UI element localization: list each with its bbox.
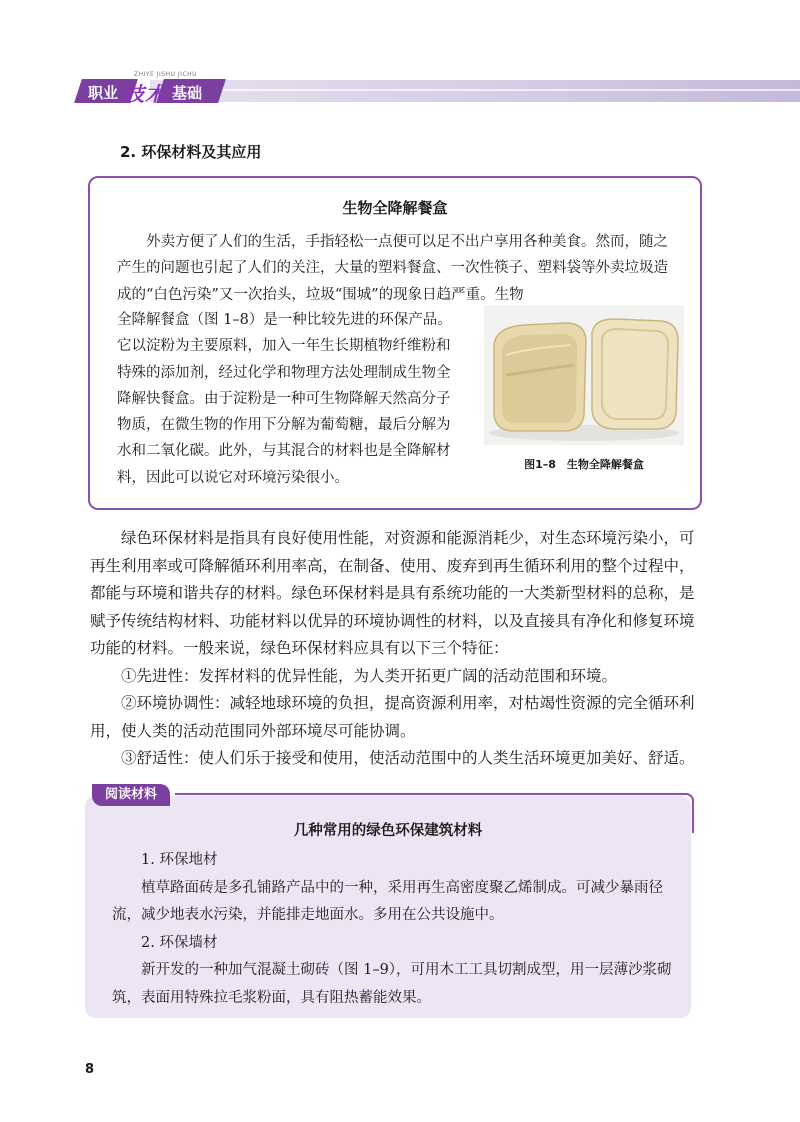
lunch-box-photo [484, 305, 684, 445]
feature-item-3: ③舒适性：使人们乐于接受和使用，使活动范围中的人类生活环境更加美好、舒适。 [121, 749, 695, 767]
main-body [90, 525, 706, 773]
header-label-right: 基础 [172, 84, 203, 102]
case-paragraph-full [117, 229, 677, 308]
reading-box-border-top [175, 793, 687, 795]
body-paragraph: 绿色环保材料是指具有良好使用性能，对资源和能源消耗少，对生态环境污染小，可再生利用率或可降解循环利用率高，在制备、使用、废弃到再生循环利用的整个过程中，都能与环境和谐共存的材料。绿色环保材料是具有系统功能的一大类新型材料的总称，是赋予传统结构材料、功能材料以优异的环境协调性的材料，以及直接具有净化和修复环境功能的材料。一般来说，绿色环保材料应具有以下三个特征： [90, 529, 695, 657]
lid-shape [592, 319, 678, 429]
reading-content [112, 847, 672, 1013]
header-label-left: 职业 [88, 84, 119, 102]
header-label-middle: 技术 [124, 82, 166, 106]
figure-caption: 图1–8 生物全降解餐盒 [524, 458, 644, 471]
page-number: 8 [85, 1062, 95, 1077]
header-pinyin: ZHIYE JISHU JICHU [134, 71, 198, 78]
section-title: 2. 环保材料及其应用 [120, 143, 262, 161]
case-paragraph-narrow: 全降解餐盒（图 1–8）是一种比较先进的环保产品。它以淀粉为主要原料，加入一年生长期植物纤维粉和特殊的添加剂，经过化学和物理方法处理制成生物全降解快餐盒。由于淀粉是一种可生物降解天然高分子物质，在微生物的作用下分解为葡萄糖，最后分解为水和二氧化碳。此外，与其混合的材料也是全降解材料，因此可以说它对环境污染很小。 [117, 312, 452, 486]
case-paragraph-text: 外卖方便了人们的生活，手指轻松一点便可以足不出户享用各种美食。然而，随之产生的问题也引起了人们的关注，大量的塑料餐盒、一次性筷子、塑料袋等外卖垃圾造成的“白色污染”又一次抬头，垃圾“围城”的现象日趋严重。生物 [117, 234, 668, 303]
reading-heading-2: 2. 环保墙材 [141, 934, 218, 951]
reading-paragraph-1: 植草路面砖是多孔铺路产品中的一种，采用再生高密度聚乙烯制成。可减少暴雨径流，减少地表水污染，并能排走地面水。多用在公共设施中。 [112, 879, 663, 924]
feature-item-1: ①先进性：发挥材料的优异性能，为人类开拓更广阔的活动范围和环境。 [121, 666, 618, 685]
reading-paragraph-2: 新开发的一种加气混凝土砌砖（图 1–9），可用木工工具切割成型，用一层薄沙浆砌筑，表面用特殊拉毛浆粉面，具有阻热蓄能效果。 [112, 962, 672, 1006]
reading-tag: 阅读材料 [92, 784, 170, 806]
reading-heading-1: 1. 环保地材 [141, 852, 218, 868]
feature-item-2: ②环境协调性：减轻地球环境的负担，提高资源利用率，对枯竭性资源的完全循环利用，使人类的活动范围同外部环境尽可能协调。 [90, 694, 695, 740]
open-container-shape [494, 323, 586, 431]
reading-title: 几种常用的绿色环保建筑材料 [293, 823, 483, 839]
case-box-title: 生物全降解餐盒 [342, 199, 448, 217]
